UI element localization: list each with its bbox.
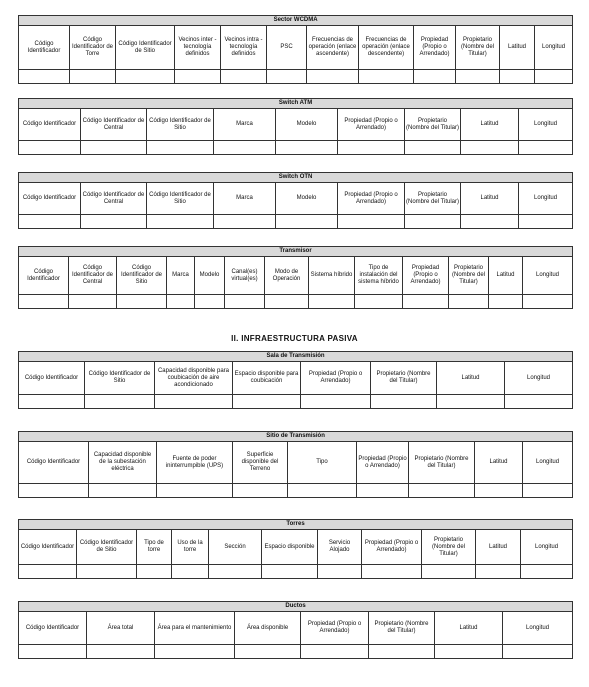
input-cell[interactable] bbox=[503, 645, 573, 659]
column-header: Frecuencias de operación (enlace ascendente) bbox=[307, 26, 359, 70]
input-cell[interactable] bbox=[117, 295, 167, 309]
column-header: Código Identificador de Central bbox=[69, 257, 117, 295]
table-transmisor bbox=[18, 246, 573, 309]
table-sitio-transmision bbox=[18, 431, 573, 498]
input-cell[interactable] bbox=[355, 295, 403, 309]
input-cell[interactable] bbox=[221, 70, 267, 84]
column-header: Tipo de instalación del sistema híbrido bbox=[355, 257, 403, 295]
column-header: Longitud bbox=[521, 530, 573, 565]
input-cell[interactable] bbox=[405, 141, 461, 155]
column-header: Espacio disponible para coubicación bbox=[233, 362, 301, 395]
column-header: Propietario (Nombre del Titular) bbox=[422, 530, 476, 565]
table-sector-wcdma bbox=[18, 15, 573, 84]
column-header: Propiedad (Propio o Arrendado) bbox=[362, 530, 422, 565]
input-cell[interactable] bbox=[19, 215, 81, 229]
table-row bbox=[19, 141, 573, 155]
table-title: Ductos bbox=[19, 602, 573, 612]
input-cell[interactable] bbox=[535, 70, 573, 84]
column-header: Canal(es) virtual(es) bbox=[225, 257, 265, 295]
input-cell[interactable] bbox=[369, 645, 435, 659]
input-cell[interactable] bbox=[301, 395, 371, 409]
input-cell[interactable] bbox=[19, 141, 81, 155]
column-header: Tipo de torre bbox=[137, 530, 172, 565]
column-header: Tipo bbox=[288, 442, 357, 484]
input-cell[interactable] bbox=[461, 215, 519, 229]
column-header: Área disponible bbox=[235, 612, 301, 645]
column-header: Fuente de poder ininterrumpible (UPS) bbox=[157, 442, 233, 484]
input-cell[interactable] bbox=[209, 565, 262, 579]
input-cell[interactable] bbox=[235, 645, 301, 659]
input-cell[interactable] bbox=[475, 484, 523, 498]
column-header: Propietario (Nombre del Titular) bbox=[405, 183, 461, 215]
column-header: Código Identificador bbox=[19, 257, 69, 295]
input-cell[interactable] bbox=[19, 395, 85, 409]
table-title: Sala de Transmisión bbox=[19, 352, 573, 362]
input-cell[interactable] bbox=[489, 295, 523, 309]
input-cell[interactable] bbox=[137, 565, 172, 579]
column-header: Modo de Operación bbox=[265, 257, 309, 295]
column-header: Código Identificador de Sitio bbox=[85, 362, 155, 395]
input-cell[interactable] bbox=[89, 484, 157, 498]
input-cell[interactable] bbox=[318, 565, 362, 579]
input-cell[interactable] bbox=[19, 565, 77, 579]
column-header: Longitud bbox=[505, 362, 573, 395]
input-cell[interactable] bbox=[81, 215, 147, 229]
column-header: Propietario (Nombre del Titular) bbox=[449, 257, 489, 295]
input-cell[interactable] bbox=[85, 395, 155, 409]
input-cell[interactable] bbox=[19, 70, 70, 84]
input-cell[interactable] bbox=[307, 70, 359, 84]
table-sala-transmision bbox=[18, 351, 573, 409]
column-header: Propietario (Nombre del Titular) bbox=[456, 26, 500, 70]
column-header: Latitud bbox=[489, 257, 523, 295]
column-header: Propietario (Nombre del Titular) bbox=[409, 442, 475, 484]
input-cell[interactable] bbox=[175, 70, 221, 84]
column-header: Servicio Alojado bbox=[318, 530, 362, 565]
input-cell[interactable] bbox=[449, 295, 489, 309]
column-header: Capacidad disponible de la subestación eléctrica bbox=[89, 442, 157, 484]
input-cell[interactable] bbox=[265, 295, 309, 309]
column-header: Frecuencias de operación (enlace descendente) bbox=[359, 26, 414, 70]
table-title: Switch ATM bbox=[19, 99, 573, 109]
input-cell[interactable] bbox=[70, 70, 116, 84]
input-cell[interactable] bbox=[267, 70, 307, 84]
column-header: Código Identificador de Sitio bbox=[147, 183, 214, 215]
input-cell[interactable] bbox=[461, 141, 519, 155]
table-title: Sitio de Transmisión bbox=[19, 432, 573, 442]
column-header: Propiedad (Propio o Arrendado) bbox=[301, 362, 371, 395]
input-cell[interactable] bbox=[521, 565, 573, 579]
table-row bbox=[19, 645, 573, 659]
input-cell[interactable] bbox=[19, 484, 89, 498]
table-row bbox=[19, 215, 573, 229]
input-cell[interactable] bbox=[19, 645, 87, 659]
input-cell[interactable] bbox=[519, 215, 573, 229]
column-header: Modelo bbox=[276, 109, 338, 141]
input-cell[interactable] bbox=[301, 645, 369, 659]
input-cell[interactable] bbox=[437, 395, 505, 409]
input-cell[interactable] bbox=[409, 484, 475, 498]
column-header: Latitud bbox=[500, 26, 535, 70]
input-cell[interactable] bbox=[500, 70, 535, 84]
input-cell[interactable] bbox=[167, 295, 195, 309]
input-cell[interactable] bbox=[338, 141, 405, 155]
table-switch-otn bbox=[18, 172, 573, 229]
input-cell[interactable] bbox=[225, 295, 265, 309]
column-header: Marca bbox=[214, 183, 276, 215]
input-cell[interactable] bbox=[456, 70, 500, 84]
column-header: Código Identificador de Central bbox=[81, 183, 147, 215]
column-header: Propiedad (Propio o Arrendado) bbox=[338, 109, 405, 141]
table-row bbox=[19, 565, 573, 579]
column-header: Vecinos intra - tecnología definidos bbox=[221, 26, 267, 70]
input-cell[interactable] bbox=[505, 395, 573, 409]
column-header: Longitud bbox=[519, 183, 573, 215]
column-header: Latitud bbox=[461, 109, 519, 141]
table-row bbox=[19, 395, 573, 409]
column-header: Latitud bbox=[437, 362, 505, 395]
column-header: Marca bbox=[167, 257, 195, 295]
column-header: Propiedad (Propio o Arrendado) bbox=[301, 612, 369, 645]
column-header: PSC bbox=[267, 26, 307, 70]
input-cell[interactable] bbox=[214, 215, 276, 229]
table-title: Switch OTN bbox=[19, 173, 573, 183]
input-cell[interactable] bbox=[362, 565, 422, 579]
column-header: Vecinos inter - tecnología definidos bbox=[175, 26, 221, 70]
input-cell[interactable] bbox=[309, 295, 355, 309]
column-header: Modelo bbox=[276, 183, 338, 215]
input-cell[interactable] bbox=[422, 565, 476, 579]
input-cell[interactable] bbox=[288, 484, 357, 498]
section-heading: II. INFRAESTRUCTURA PASIVA bbox=[231, 334, 358, 343]
input-cell[interactable] bbox=[357, 484, 409, 498]
input-cell[interactable] bbox=[403, 295, 449, 309]
input-cell[interactable] bbox=[359, 70, 414, 84]
input-cell[interactable] bbox=[116, 70, 175, 84]
column-header: Propiedad (Propio o Arrendado) bbox=[338, 183, 405, 215]
column-header: Latitud bbox=[461, 183, 519, 215]
input-cell[interactable] bbox=[262, 565, 318, 579]
column-header: Capacidad disponible para coubicación de aire acondicionado bbox=[155, 362, 233, 395]
table-row bbox=[19, 484, 573, 498]
column-header: Código Identificador de Sitio bbox=[147, 109, 214, 141]
column-header: Longitud bbox=[523, 442, 573, 484]
column-header: Latitud bbox=[476, 530, 521, 565]
column-header: Longitud bbox=[535, 26, 573, 70]
column-header: Código Identificador bbox=[19, 530, 77, 565]
column-header: Código Identificador de Central bbox=[81, 109, 147, 141]
column-header: Longitud bbox=[519, 109, 573, 141]
input-cell[interactable] bbox=[414, 70, 456, 84]
input-cell[interactable] bbox=[147, 215, 214, 229]
input-cell[interactable] bbox=[147, 141, 214, 155]
input-cell[interactable] bbox=[523, 295, 573, 309]
table-ductos bbox=[18, 601, 573, 659]
table-title: Torres bbox=[19, 520, 573, 530]
input-cell[interactable] bbox=[81, 141, 147, 155]
input-cell[interactable] bbox=[157, 484, 233, 498]
column-header: Superficie disponible del Terreno bbox=[233, 442, 288, 484]
column-header: Código Identificador de Sitio bbox=[117, 257, 167, 295]
input-cell[interactable] bbox=[519, 141, 573, 155]
column-header: Código Identificador bbox=[19, 612, 87, 645]
table-row bbox=[19, 70, 573, 84]
input-cell[interactable] bbox=[233, 484, 288, 498]
column-header: Espacio disponible bbox=[262, 530, 318, 565]
input-cell[interactable] bbox=[233, 395, 301, 409]
column-header: Código Identificador de Sitio bbox=[116, 26, 175, 70]
column-header: Código Identificador bbox=[19, 183, 81, 215]
table-title: Sector WCDMA bbox=[19, 16, 573, 26]
column-header: Área total bbox=[87, 612, 155, 645]
table-switch-atm bbox=[18, 98, 573, 155]
column-header: Propietario (Nombre del Titular) bbox=[371, 362, 437, 395]
column-header: Código Identificador bbox=[19, 362, 85, 395]
input-cell[interactable] bbox=[371, 395, 437, 409]
column-header: Longitud bbox=[523, 257, 573, 295]
input-cell[interactable] bbox=[435, 645, 503, 659]
table-row bbox=[19, 295, 573, 309]
input-cell[interactable] bbox=[172, 565, 209, 579]
column-header: Latitud bbox=[435, 612, 503, 645]
column-header: Uso de la torre bbox=[172, 530, 209, 565]
table-torres bbox=[18, 519, 573, 579]
input-cell[interactable] bbox=[195, 295, 225, 309]
input-cell[interactable] bbox=[155, 645, 235, 659]
column-header: Código Identificador bbox=[19, 26, 70, 70]
input-cell[interactable] bbox=[19, 295, 69, 309]
column-header: Código Identificador bbox=[19, 442, 89, 484]
column-header: Código Identificador bbox=[19, 109, 81, 141]
column-header: Propietario (Nombre del Titular) bbox=[405, 109, 461, 141]
column-header: Marca bbox=[214, 109, 276, 141]
column-header: Modelo bbox=[195, 257, 225, 295]
input-cell[interactable] bbox=[476, 565, 521, 579]
column-header: Sección bbox=[209, 530, 262, 565]
input-cell[interactable] bbox=[276, 215, 338, 229]
input-cell[interactable] bbox=[338, 215, 405, 229]
column-header: Propiedad (Propio o Arrendado) bbox=[403, 257, 449, 295]
input-cell[interactable] bbox=[405, 215, 461, 229]
column-header: Propietario (Nombre del Titular) bbox=[369, 612, 435, 645]
input-cell[interactable] bbox=[87, 645, 155, 659]
column-header: Sistema híbrido bbox=[309, 257, 355, 295]
input-cell[interactable] bbox=[77, 565, 137, 579]
column-header: Latitud bbox=[475, 442, 523, 484]
input-cell[interactable] bbox=[523, 484, 573, 498]
input-cell[interactable] bbox=[276, 141, 338, 155]
input-cell[interactable] bbox=[69, 295, 117, 309]
input-cell[interactable] bbox=[155, 395, 233, 409]
column-header: Propiedad (Propio o Arrendado) bbox=[357, 442, 409, 484]
column-header: Propiedad (Propio o Arrendado) bbox=[414, 26, 456, 70]
table-title: Transmisor bbox=[19, 247, 573, 257]
input-cell[interactable] bbox=[214, 141, 276, 155]
column-header: Código Identificador de Sitio bbox=[77, 530, 137, 565]
column-header: Longitud bbox=[503, 612, 573, 645]
column-header: Código Identificador de Torre bbox=[70, 26, 116, 70]
column-header: Área para el mantenimiento bbox=[155, 612, 235, 645]
